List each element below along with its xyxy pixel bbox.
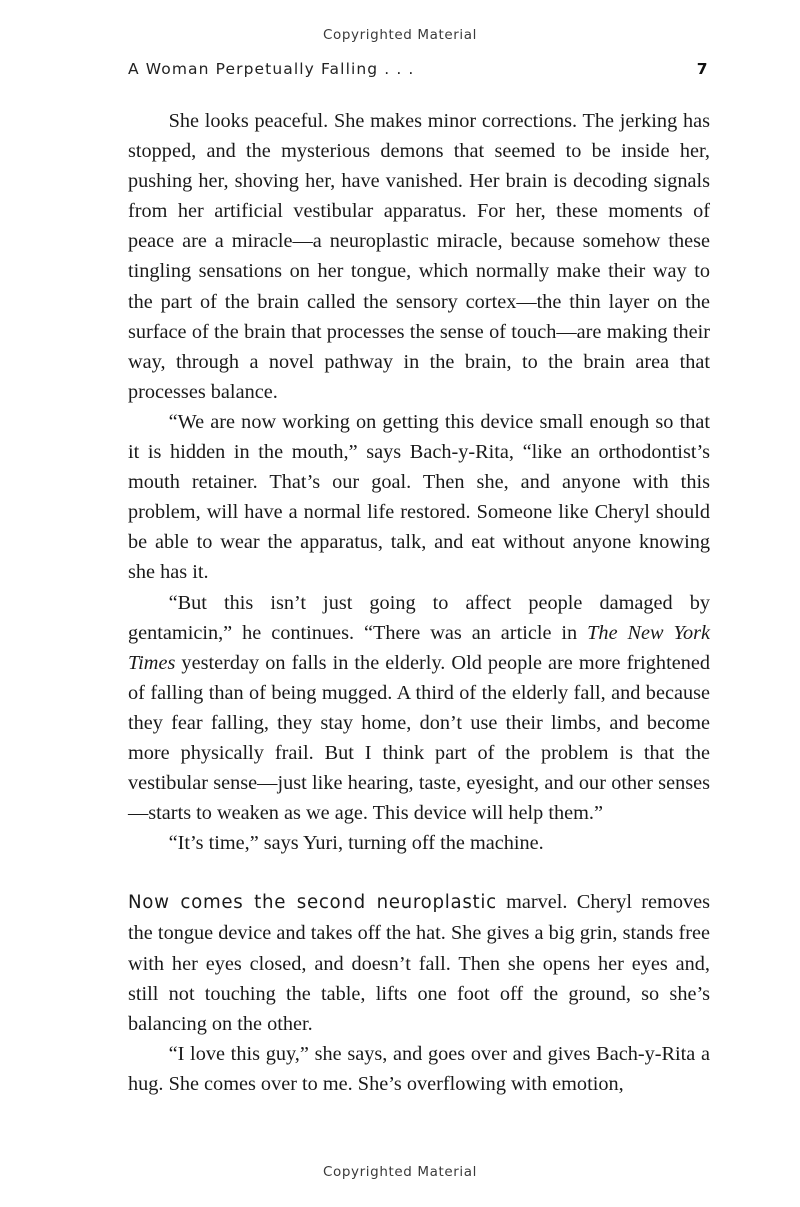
text-run: “I love this guy,” she says, and goes over and gives Bach-y-Rita a hug. She comes over to me. She’s overflowing with emotion, <box>128 1042 710 1095</box>
paragraph <box>128 407 710 588</box>
text-run: She looks peaceful. She makes minor corrections. The jerking has stopped, and the mysterious demons that seemed to be inside her, pushing her, shoving her, have vanished. Her brain is decoding signals from her artificial vestibular apparatus. For her, these moments of peace are a miracle—a neuroplastic miracle, because somehow these tingling sensations on her tongue, which normally make their way to the part of the brain called the sensory cortex—the thin layer on the surface of the brain that processes the sense of touch—are making their way, through a novel pathway in the brain, to the brain area that processes balance. <box>128 110 710 403</box>
paragraph <box>128 106 710 407</box>
text-run: marvel. Cheryl removes the tongue device and takes off the hat. She gives a big grin, stands free with her eyes closed, and doesn’t fall. Then she opens her eyes and, still not touching the table, lifts one foot off the ground, so she’s balancing on the other. <box>128 891 711 1035</box>
paragraph <box>128 828 710 858</box>
running-head <box>128 60 708 78</box>
running-head-title: A Woman Perpetually Falling . . . <box>128 60 415 78</box>
text-run: “It’s time,” says Yuri, turning off the machine. <box>168 832 544 855</box>
paragraph <box>128 1039 710 1099</box>
text-run: yesterday on falls in the elderly. Old people are more frightened of falling than of being mugged. A third of the elderly fall, and because they fear falling, they stay home, don’t use their limbs, and become more physically frail. But I think part of the problem is that the vestibular sense—just like hearing, taste, eyesight, and our other senses—starts to weaken as we age. This device will help them.” <box>128 651 710 825</box>
copyright-watermark-top: Copyrighted Material <box>323 27 477 43</box>
italic-text: The New York Times <box>128 621 710 674</box>
text-run: “But this isn’t just going to affect people damaged by gentamicin,” he continues. “There was an article in <box>128 591 710 644</box>
section-lead-in: Now comes the second neuroplastic <box>128 892 497 914</box>
page-number: 7 <box>696 60 708 78</box>
body-text <box>128 106 710 1099</box>
text-run: “We are now working on getting this device small enough so that it is hidden in the mouth,” says Bach-y-Rita, “like an orthodontist’s mouth retainer. That’s our goal. Then she, and anyone with this problem, will have a normal life restored. Someone like Cheryl should be able to wear the apparatus, talk, and eat without anyone knowing she has it. <box>128 410 710 584</box>
copyright-watermark-bottom: Copyrighted Material <box>323 1164 477 1180</box>
paragraph <box>128 887 710 1038</box>
paragraph <box>128 588 710 829</box>
